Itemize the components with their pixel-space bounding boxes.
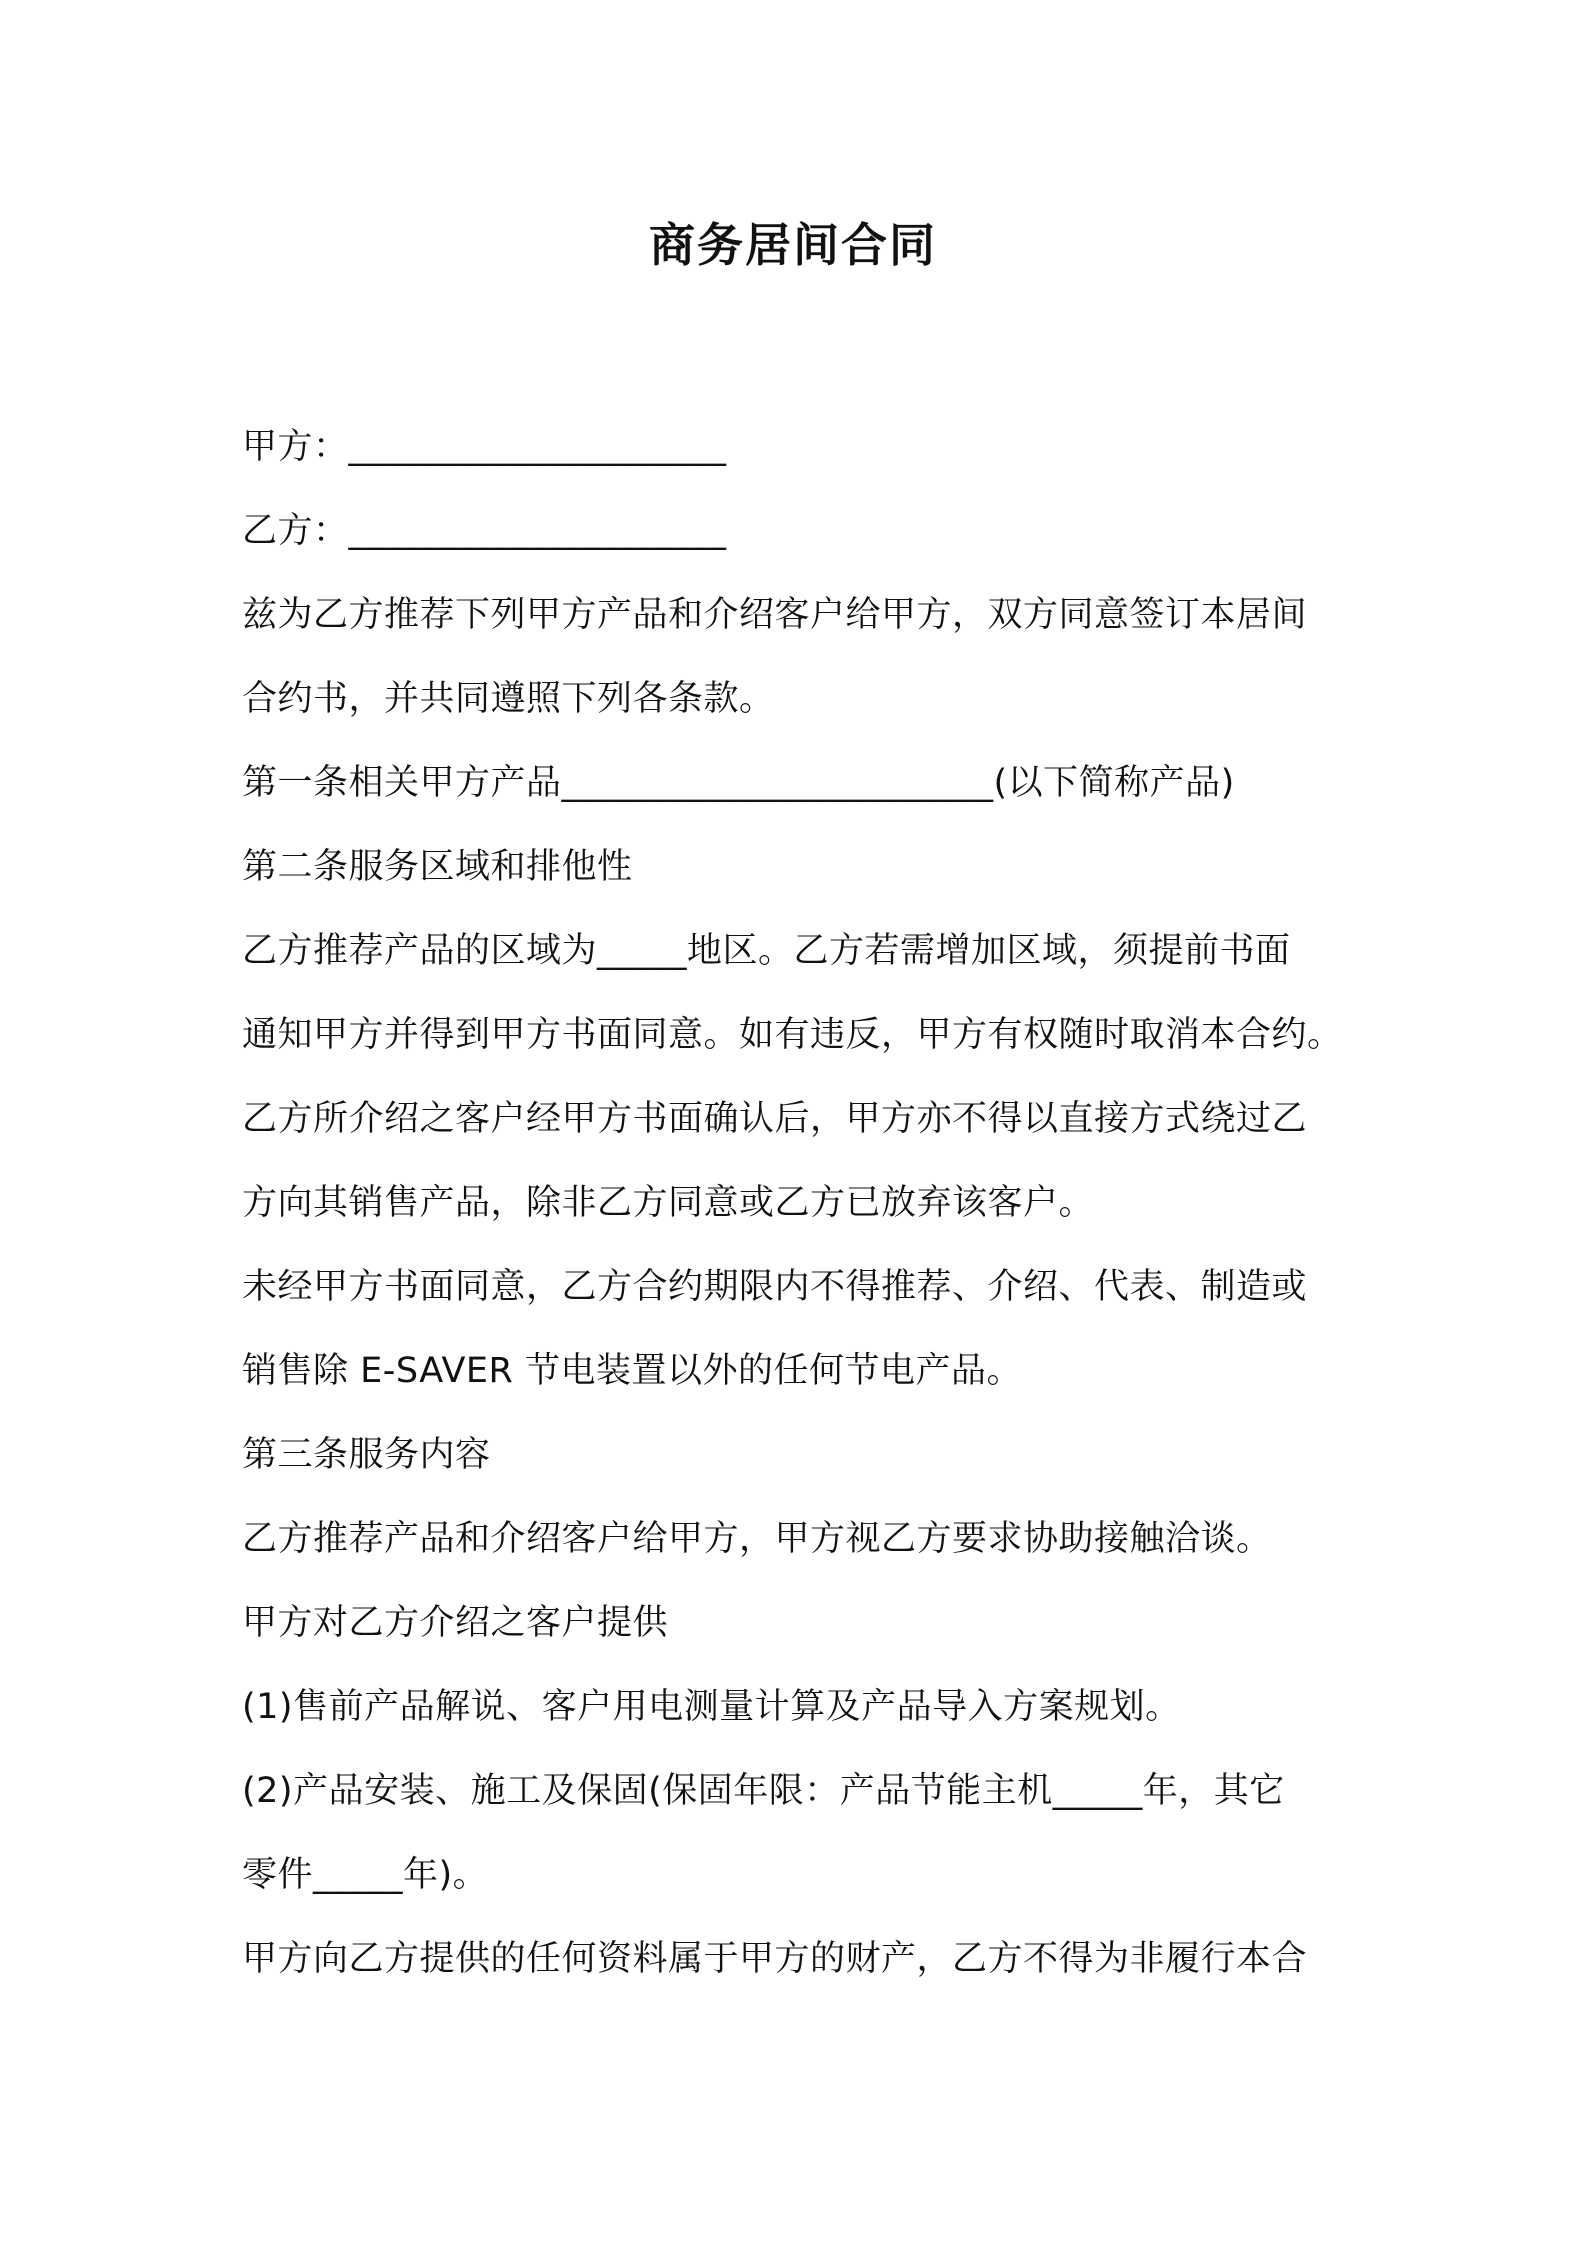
preamble-line-2: 合约书，并共同遵照下列各条款。 (242, 679, 775, 719)
article-2-line-2: 通知甲方并得到甲方书面同意。如有违反，甲方有权随时取消本合约。 (242, 1015, 1343, 1055)
article-2-line-5: 未经甲方书面同意，乙方合约期限内不得推荐、介绍、代表、制造或 (242, 1267, 1308, 1307)
article-3-item-1: (1)售前产品解说、客户用电测量计算及产品导入方案规划。 (242, 1687, 1181, 1727)
article-3-line-3: 甲方向乙方提供的任何资料属于甲方的财产，乙方不得为非履行本合 (242, 1939, 1308, 1979)
contract-body (242, 405, 1362, 2001)
preamble-line-1: 兹为乙方推荐下列甲方产品和介绍客户给甲方，双方同意签订本居间 (242, 595, 1308, 635)
article-3-heading: 第三条服务内容 (242, 1435, 491, 1475)
article-2-line-1: 乙方推荐产品的区域为_____地区。乙方若需增加区域，须提前书面 (242, 931, 1291, 971)
article-3-item-2-line-2: 零件_____年)。 (242, 1855, 489, 1895)
article-2-heading: 第二条服务区域和排他性 (242, 847, 633, 887)
article-3-item-2-line-1: (2)产品安装、施工及保固(保固年限：产品节能主机_____年，其它 (242, 1771, 1285, 1811)
article-3-line-1: 乙方推荐产品和介绍客户给甲方，甲方视乙方要求协助接触洽谈。 (242, 1519, 1272, 1559)
article-2-line-3: 乙方所介绍之客户经甲方书面确认后，甲方亦不得以直接方式绕过乙 (242, 1099, 1308, 1139)
article-3-line-2: 甲方对乙方介绍之客户提供 (242, 1603, 669, 1643)
party-b-line: 乙方：_____________________ (242, 511, 727, 551)
article-1-line: 第一条相关甲方产品________________________(以下简称产品) (242, 763, 1235, 803)
article-2-line-4: 方向其销售产品，除非乙方同意或乙方已放弃该客户。 (242, 1183, 1095, 1223)
contract-title: 商务居间合同 (649, 218, 937, 272)
article-2-line-6: 销售除 E-SAVER 节电装置以外的任何节电产品。 (242, 1351, 1022, 1391)
party-a-line: 甲方：_____________________ (242, 427, 727, 467)
